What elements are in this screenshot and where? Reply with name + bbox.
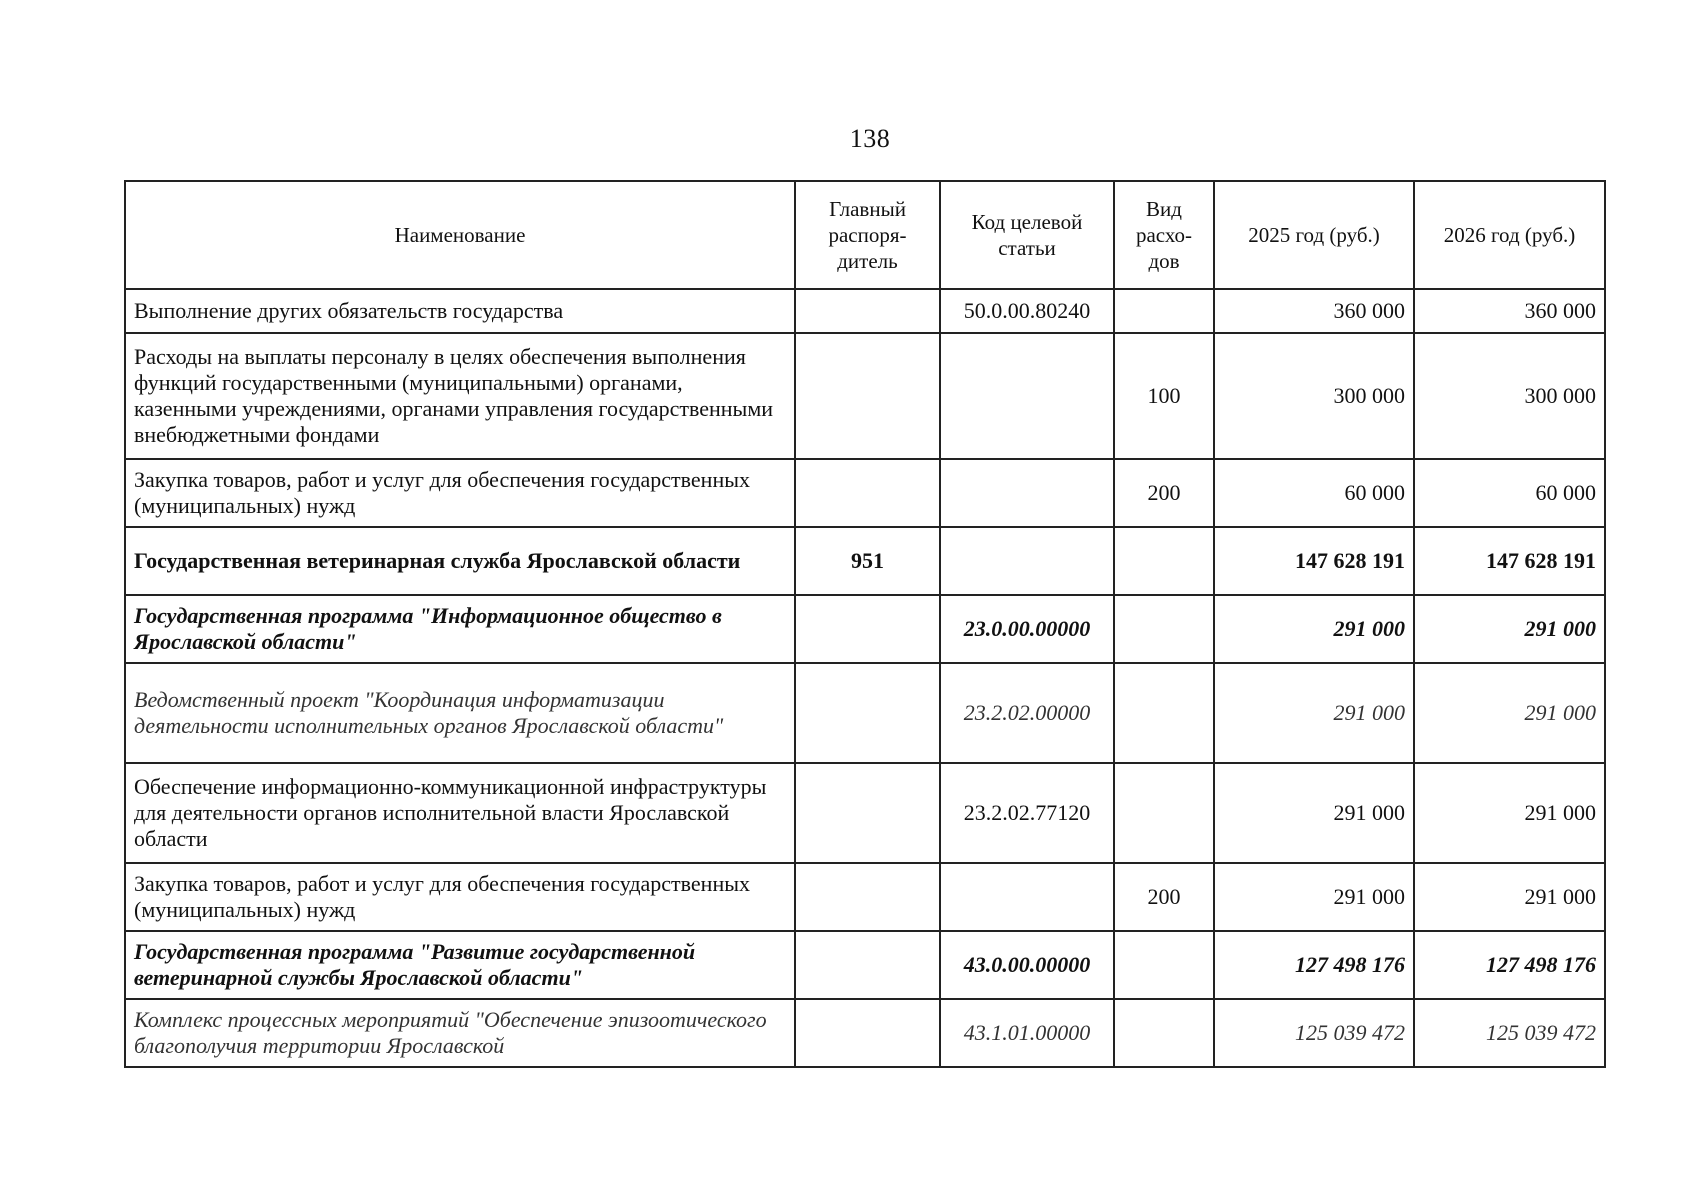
page-number: 138 [849,124,891,153]
cell-name: Обеспечение информационно-коммуникационной инфраструктуры для деятельности органов исполнительной власти Ярославской области [125,763,795,863]
cell-name: Закупка товаров, работ и услуг для обеспечения государственных (муниципальных) нужд [125,459,795,527]
cell-2025: 147 628 191 [1214,527,1414,595]
cell-type [1114,931,1214,999]
cell-manager [795,333,940,459]
cell-2026: 300 000 [1414,333,1605,459]
cell-2025: 291 000 [1214,663,1414,763]
cell-2026: 291 000 [1414,663,1605,763]
cell-type [1114,289,1214,333]
cell-2025: 127 498 176 [1214,931,1414,999]
cell-name: Комплекс процессных мероприятий "Обеспечение эпизоотического благополучия территории Ярославской [125,999,795,1067]
cell-2026: 291 000 [1414,595,1605,663]
cell-2025: 291 000 [1214,863,1414,931]
cell-2026: 60 000 [1414,459,1605,527]
cell-type [1114,763,1214,863]
cell-name: Расходы на выплаты персоналу в целях обеспечения выполнения функций государственными (муниципальными) органами, казенными учреждениями, органами управления государственными внебюджетными фондами [125,333,795,459]
cell-name: Выполнение других обязательств государства [125,289,795,333]
cell-type [1114,595,1214,663]
table-row [125,333,1605,459]
cell-code: 23.2.02.77120 [940,763,1114,863]
cell-manager [795,595,940,663]
cell-name: Закупка товаров, работ и услуг для обеспечения государственных (муниципальных) нужд [125,863,795,931]
cell-manager [795,999,940,1067]
cell-type: 100 [1114,333,1214,459]
cell-type [1114,663,1214,763]
cell-code: 50.0.00.80240 [940,289,1114,333]
cell-2026: 360 000 [1414,289,1605,333]
header-expense-type: Вид расхо-дов [1114,181,1214,289]
cell-manager [795,931,940,999]
cell-2026: 291 000 [1414,763,1605,863]
cell-code [940,333,1114,459]
table-row [125,289,1605,333]
cell-code: 23.0.00.00000 [940,595,1114,663]
header-name: Наименование [125,181,795,289]
cell-manager [795,763,940,863]
cell-code [940,863,1114,931]
header-manager: Главный распоря-дитель [795,181,940,289]
cell-2025: 125 039 472 [1214,999,1414,1067]
table-row [125,527,1605,595]
cell-2026: 127 498 176 [1414,931,1605,999]
cell-manager [795,459,940,527]
header-target-code: Код целевой статьи [940,181,1114,289]
header-year-2026: 2026 год (руб.) [1414,181,1605,289]
cell-code [940,459,1114,527]
cell-type [1114,999,1214,1067]
budget-table [124,180,1606,1068]
table-row [125,595,1605,663]
table-row [125,863,1605,931]
table-row [125,459,1605,527]
cell-code: 43.1.01.00000 [940,999,1114,1067]
cell-2025: 291 000 [1214,763,1414,863]
cell-code: 43.0.00.00000 [940,931,1114,999]
cell-2026: 147 628 191 [1414,527,1605,595]
cell-2025: 360 000 [1214,289,1414,333]
table-row [125,931,1605,999]
cell-name: Ведомственный проект "Координация информатизации деятельности исполнительных органов Ярославской области" [125,663,795,763]
cell-2025: 291 000 [1214,595,1414,663]
cell-type: 200 [1114,863,1214,931]
cell-2026: 291 000 [1414,863,1605,931]
cell-2025: 60 000 [1214,459,1414,527]
cell-manager [795,289,940,333]
table-row [125,663,1605,763]
cell-type [1114,527,1214,595]
cell-manager: 951 [795,527,940,595]
cell-manager [795,863,940,931]
table-row [125,763,1605,863]
cell-manager [795,663,940,763]
cell-name: Государственная программа "Развитие государственной ветеринарной службы Ярославской области" [125,931,795,999]
cell-code: 23.2.02.00000 [940,663,1114,763]
cell-2026: 125 039 472 [1414,999,1605,1067]
cell-name: Государственная ветеринарная служба Ярославской области [125,527,795,595]
cell-type: 200 [1114,459,1214,527]
table-row [125,999,1605,1067]
cell-name: Государственная программа "Информационное общество в Ярославской области" [125,595,795,663]
cell-2025: 300 000 [1214,333,1414,459]
header-year-2025: 2025 год (руб.) [1214,181,1414,289]
cell-code [940,527,1114,595]
table-header-row [125,181,1605,289]
